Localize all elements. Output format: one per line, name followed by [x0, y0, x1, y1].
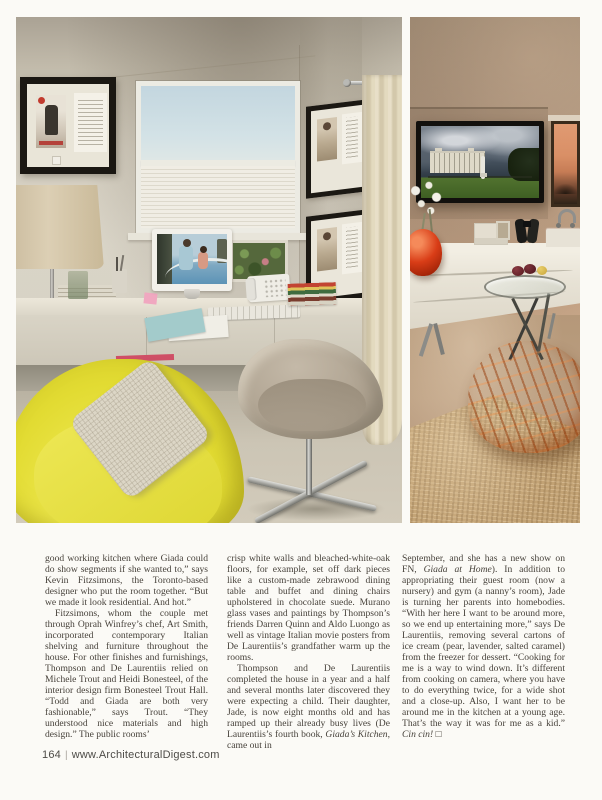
framed-magazine-cover — [36, 95, 66, 148]
paragraph — [45, 608, 208, 740]
framed-text-page — [74, 93, 107, 152]
framed-cover-small — [317, 117, 337, 161]
page-footer — [42, 749, 220, 761]
screen-woman-head — [200, 246, 207, 253]
framed-cover-small — [317, 227, 337, 271]
cover-portrait-head — [323, 122, 331, 131]
faucet-knob — [556, 223, 561, 228]
footer-website: www.ArchitecturalDigest.com — [71, 749, 220, 761]
monitor-screen-photo — [157, 234, 227, 284]
living-room-photo — [410, 17, 580, 523]
text-segment: Giada’s Kitchen — [325, 729, 388, 740]
screen-pool-edge — [165, 258, 227, 284]
window-silhouette — [554, 184, 577, 194]
framed-magazine-memorabilia — [20, 77, 116, 174]
magazine-logo-dot — [38, 97, 45, 104]
bar-counter — [546, 229, 580, 247]
curtain-rod-finial — [343, 79, 351, 87]
frame-label — [52, 156, 61, 165]
magazine-stack — [288, 282, 337, 306]
text-segment: ). In addition to appropriating their guest room (now a nursery) and gym (a nanny’s room), Jade is turning her parents into homebodies. “With her here I want to be around more, so we end up entertaining more,” says De Laurentiis, removing several cartons of ice cream (pear, lavender, salted caramel) from the freezer for dessert. “Cooking for me is a way to wind down. It’s different from cooking on camera, where you have to do everything twice, for a wide shot and a close-up. Also, I want her to be around me in the kitchen at a young age. That’s the way it was for me as a kid.” — [402, 564, 565, 729]
text-segment: crisp white walls and bleached-white-oak floors, for example, set off dark pieces like a custom-made zebrawood dining table and buffet and dining chairs upholstered in chocolate suede. Murano glass vases and paintings by Thompson’s friends Darren Quinn and Aldo Luongo as well as vintage Italian movie posters from De Laurentiis’s grandfather warm up the rooms. — [227, 553, 390, 663]
chair-seat-curve — [258, 379, 366, 431]
sunset-window — [551, 121, 580, 207]
cellular-blind — [141, 166, 295, 228]
small-picture-frame — [496, 221, 510, 240]
statue-pedestal — [480, 173, 487, 177]
text-segment: □ — [433, 729, 442, 740]
text-segment: , came out in — [227, 729, 390, 751]
chrome-chair-post — [306, 435, 312, 495]
page-number: 164 — [42, 749, 61, 761]
screen-man-figure — [179, 246, 193, 270]
footer-separator: | — [64, 750, 68, 761]
article-column-2 — [227, 553, 390, 751]
paragraph — [227, 553, 390, 663]
framed-article-page — [342, 112, 362, 164]
text-page-lines — [78, 97, 103, 148]
bar-faucet — [558, 209, 576, 223]
paragraph — [402, 553, 565, 740]
framed-article-page — [342, 222, 362, 274]
cover-figure — [45, 105, 58, 135]
office-window — [136, 81, 300, 233]
window-sky — [141, 86, 295, 164]
binoculars — [514, 215, 542, 246]
table-lamp-shade — [16, 185, 104, 269]
swivel-desk-chair — [238, 339, 388, 523]
cover-title-bar — [39, 141, 63, 145]
plum-fruit — [512, 266, 524, 276]
monitor-stand — [184, 289, 200, 299]
glass-table-top — [484, 275, 566, 299]
article-column-3 — [402, 553, 565, 740]
text-segment: Fitzsimons, whom the couple met through Oprah Winfrey’s chef, Art Smith, incorporated contemporary Italian shelving and furniture throughout the house. For other finishes and furnishings, Thompson and De Laurentiis relied on Michele Trout and Heidi Bonesteel, of the interior design firm Bonesteel Trout Hall. “Todd and Giada are both very fashionable,” says Trout. “They understood nice materials and high design.” The public rooms’ — [45, 608, 208, 740]
yellow-armchair — [16, 359, 244, 523]
text-segment: Cin cin! — [402, 729, 434, 740]
text-segment: Giada at Home — [423, 564, 492, 575]
table-lamp-stem — [50, 269, 54, 301]
green-glass — [68, 271, 88, 299]
orange-floor-pouf — [468, 341, 580, 453]
screen-man-head — [183, 239, 191, 247]
binocular-bridge — [523, 221, 531, 227]
faucet-knob — [570, 223, 575, 228]
cover-portrait-head — [323, 232, 331, 241]
text-segment: Thompson and De Laurentiis completed the house in a year and a half and several months later discovered they were expecting a child. Their daughter, Jade, is now eight months old and has ramped up their already busy lives (De Laurentiis’s fourth book, — [227, 663, 390, 740]
article-column-1 — [45, 553, 208, 740]
text-segment: September, and she has a new show on FN, — [402, 553, 565, 575]
desk-phone — [247, 274, 291, 303]
paragraph — [227, 663, 390, 751]
phone-keypad — [263, 278, 286, 297]
text-page-lines — [346, 116, 358, 159]
plum-fruit — [524, 264, 536, 274]
text-page-lines — [346, 226, 358, 269]
white-flowers — [410, 181, 446, 235]
yellow-fruit — [537, 266, 547, 275]
paragraph — [45, 553, 208, 608]
text-segment: good working kitchen where Giada could do show segments if she wanted to,” says Kevin Fitzsimons, the Toronto-based designer who put the room together. “But we made it look residential. And hot.” — [45, 553, 208, 608]
desktop-monitor — [152, 229, 232, 291]
pink-sticky-note — [143, 292, 157, 304]
white-castle — [430, 153, 484, 172]
wall-frame-upper — [306, 99, 368, 199]
pen — [116, 257, 118, 271]
pencil-cup — [112, 269, 127, 293]
home-office-photo — [16, 17, 402, 523]
screen-woman-figure — [198, 252, 208, 269]
phone-handset — [245, 278, 257, 301]
red-vase — [410, 229, 442, 276]
